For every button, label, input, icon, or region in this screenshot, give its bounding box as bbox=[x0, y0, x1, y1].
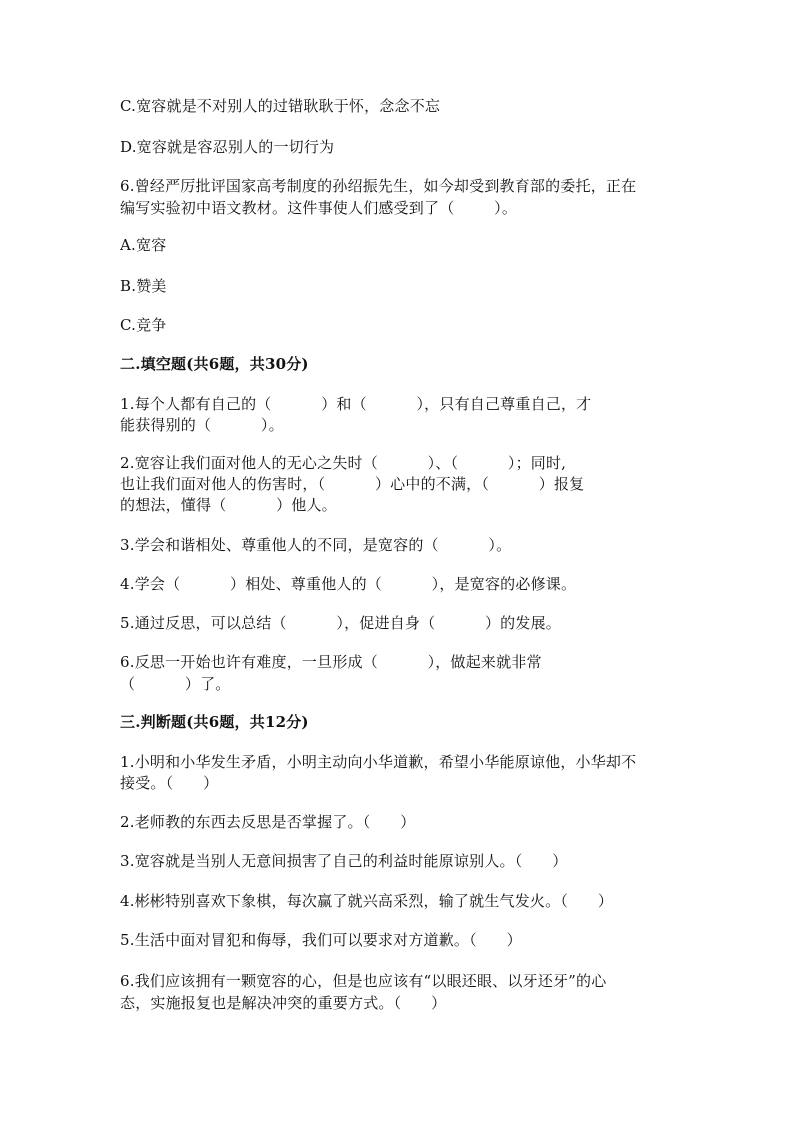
judge-question-6-line-2: 态，实施报复也是解决冲突的重要方式。（ ） bbox=[120, 994, 447, 1012]
judge-question-1-line-1: 1.小明和小华发生矛盾，小明主动向小华道歉，希望小华能原谅他，小华却不 bbox=[120, 753, 637, 771]
fill-question-2-line-2: 也让我们面对他人的伤害时，（ ）心中的不满，（ ）报复 bbox=[120, 475, 585, 493]
section-heading-true-false: 三.判断题(共6题，共12分) bbox=[120, 713, 309, 731]
fill-question-1-line-1: 1.每个人都有自己的（ ）和（ ），只有自己尊重自己，才 bbox=[120, 395, 592, 413]
judge-question-2: 2.老师教的东西去反思是否掌握了。（ ） bbox=[120, 813, 416, 831]
option-d-line: D.宽容就是容忍别人的一切行为 bbox=[120, 138, 335, 156]
option-c-line: C.宽容就是不对别人的过错耿耿于怀，念念不忘 bbox=[120, 97, 441, 115]
fill-question-6-line-1: 6.反思一开始也许有难度，一旦形成（ ），做起来就非常 bbox=[120, 653, 542, 671]
option-b-line: B.赞美 bbox=[120, 277, 167, 295]
question-6-line-1: 6.曾经严厉批评国家高考制度的孙绍振先生，如今却受到教育部的委托，正在 bbox=[120, 177, 637, 195]
fill-question-3: 3.学会和谐相处、尊重他人的不同，是宽容的（ ）。 bbox=[120, 536, 512, 554]
fill-question-2-line-1: 2.宽容让我们面对他人的无心之失时（ ）、（ ）；同时, bbox=[120, 454, 567, 472]
judge-question-3: 3.宽容就是当别人无意间损害了自己的利益时能原谅别人。（ ） bbox=[120, 852, 568, 870]
judge-question-6-line-1: 6.我们应该拥有一颗宽容的心，但是也应该有“以眼还眼、以牙还牙”的心 bbox=[120, 972, 607, 990]
judge-question-1-line-2: 接受。（ ） bbox=[120, 774, 219, 792]
fill-question-5: 5.通过反思，可以总结（ ），促进自身（ ）的发展。 bbox=[120, 614, 561, 632]
fill-question-4: 4.学会（ ）相处、尊重他人的（ ），是宽容的必修课。 bbox=[120, 575, 577, 593]
fill-question-2-line-3: 的想法，懂得（ ）他人。 bbox=[120, 496, 337, 514]
section-heading-fill-in: 二.填空题(共6题，共30分) bbox=[120, 355, 309, 373]
option-a-line: A.宽容 bbox=[120, 236, 167, 254]
judge-question-5: 5.生活中面对冒犯和侮辱，我们可以要求对方道歉。（ ） bbox=[120, 931, 522, 949]
fill-question-1-line-2: 能获得别的（ ）。 bbox=[120, 416, 284, 434]
fill-question-6-line-2: （ ）了。 bbox=[120, 675, 231, 693]
judge-question-4: 4.彬彬特别喜欢下象棋，每次赢了就兴高采烈，输了就生气发火。（ ） bbox=[120, 892, 614, 910]
option-c-line-2: C.竞争 bbox=[120, 316, 167, 334]
question-6-line-2: 编写实验初中语文教材。这件事使人们感受到了（ ）。 bbox=[120, 199, 518, 217]
